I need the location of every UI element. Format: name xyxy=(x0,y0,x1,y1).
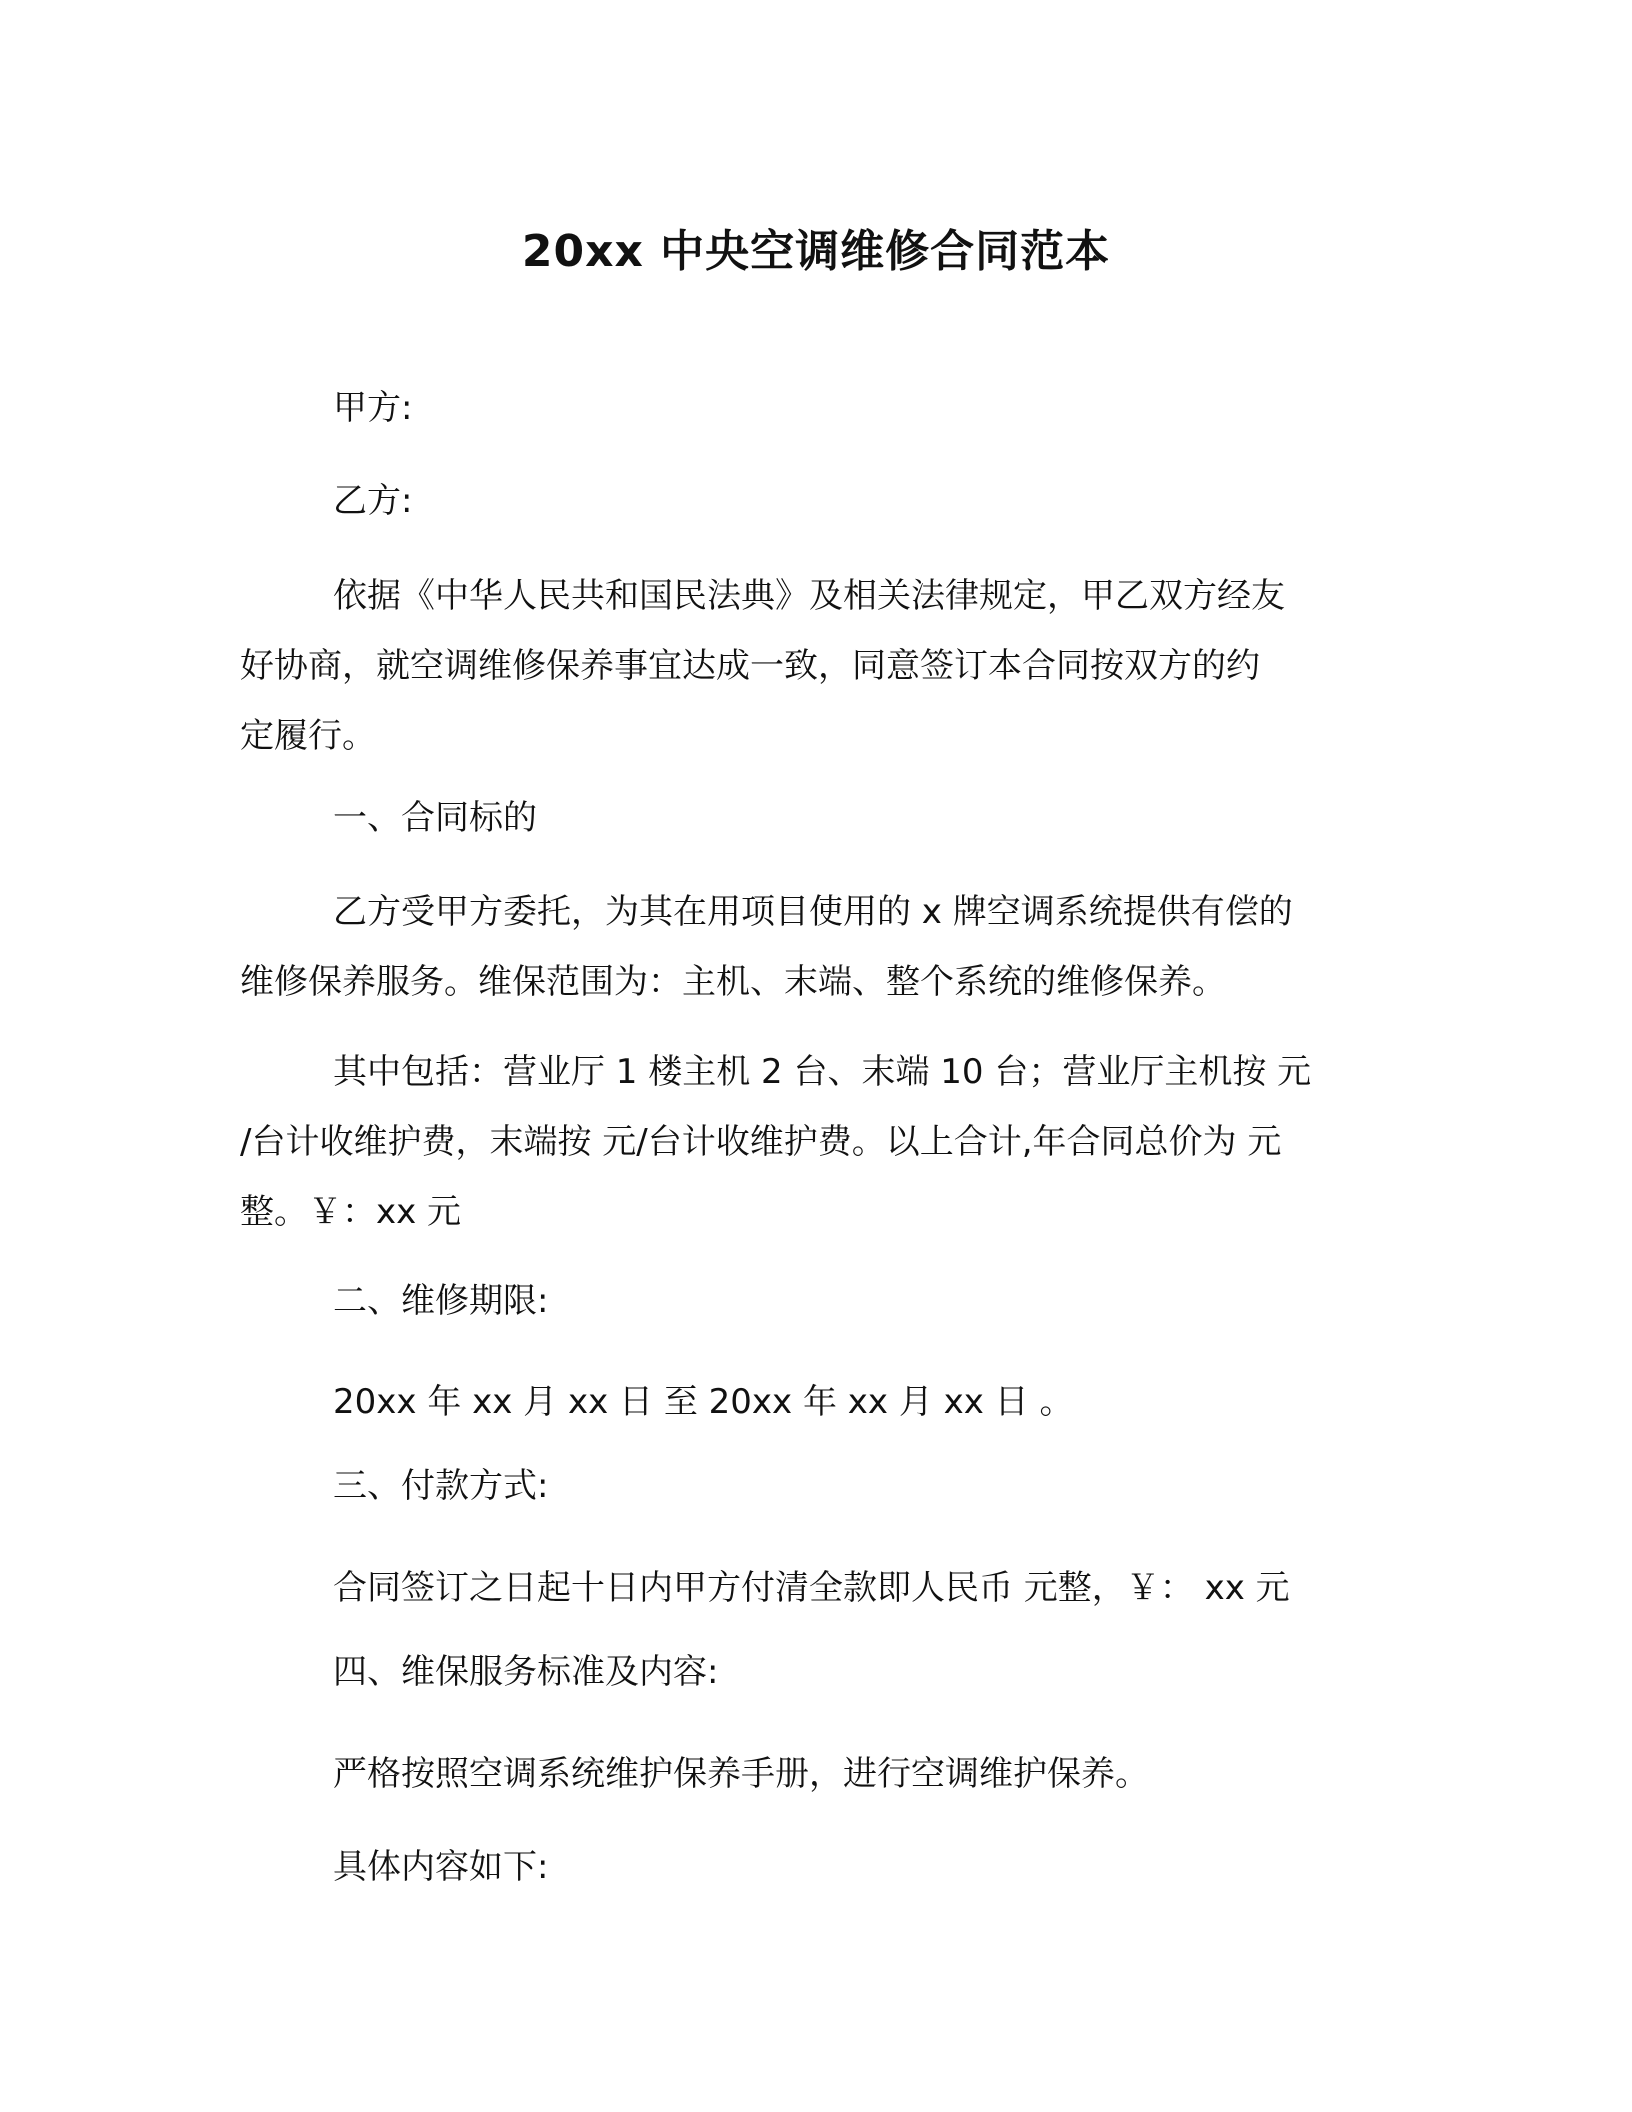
party-a-label: 甲方: xyxy=(333,388,413,428)
section-3-text: 合同签订之日起十日内甲方付清全款即人民币 元整，￥： xx 元 xyxy=(333,1568,1290,1608)
intro-line-2: 好协商，就空调维修保养事宜达成一致，同意签订本合同按双方的约 xyxy=(240,646,1260,686)
intro-line-3: 定履行。 xyxy=(240,716,376,756)
document-title: 20xx 中央空调维修合同范本 xyxy=(521,226,1111,277)
intro-line-1: 依据《中华人民共和国民法典》及相关法律规定，甲乙双方经友 xyxy=(333,576,1285,616)
section-1-p1-line-2: 维修保养服务。维保范围为：主机、末端、整个系统的维修保养。 xyxy=(240,962,1226,1002)
section-1-heading: 一、合同标的 xyxy=(333,798,537,838)
section-3-heading: 三、付款方式: xyxy=(333,1466,549,1506)
section-1-paragraph-2 xyxy=(240,1037,1311,1247)
section-2-heading: 二、维修期限: xyxy=(333,1281,549,1321)
party-b-label: 乙方: xyxy=(333,481,413,521)
section-4-text-1: 严格按照空调系统维护保养手册，进行空调维护保养。 xyxy=(333,1754,1149,1794)
section-1-paragraph-1 xyxy=(240,877,1293,1017)
section-1-p2-line-3: 整。￥：xx 元 xyxy=(240,1192,462,1232)
section-4-text-2: 具体内容如下: xyxy=(333,1847,549,1887)
section-4-heading: 四、维保服务标准及内容: xyxy=(333,1652,719,1692)
section-1-p2-line-1: 其中包括：营业厅 1 楼主机 2 台、末端 10 台；营业厅主机按 元 xyxy=(333,1052,1312,1092)
section-2-text: 20xx 年 xx 月 xx 日 至 20xx 年 xx 月 xx 日 。 xyxy=(333,1382,1074,1422)
section-1-p1-line-1: 乙方受甲方委托，为其在用项目使用的 x 牌空调系统提供有偿的 xyxy=(333,892,1293,932)
intro-paragraph xyxy=(240,561,1285,771)
section-1-p2-line-2: /台计收维护费，末端按 元/台计收维护费。以上合计,年合同总价为 元 xyxy=(240,1122,1282,1162)
